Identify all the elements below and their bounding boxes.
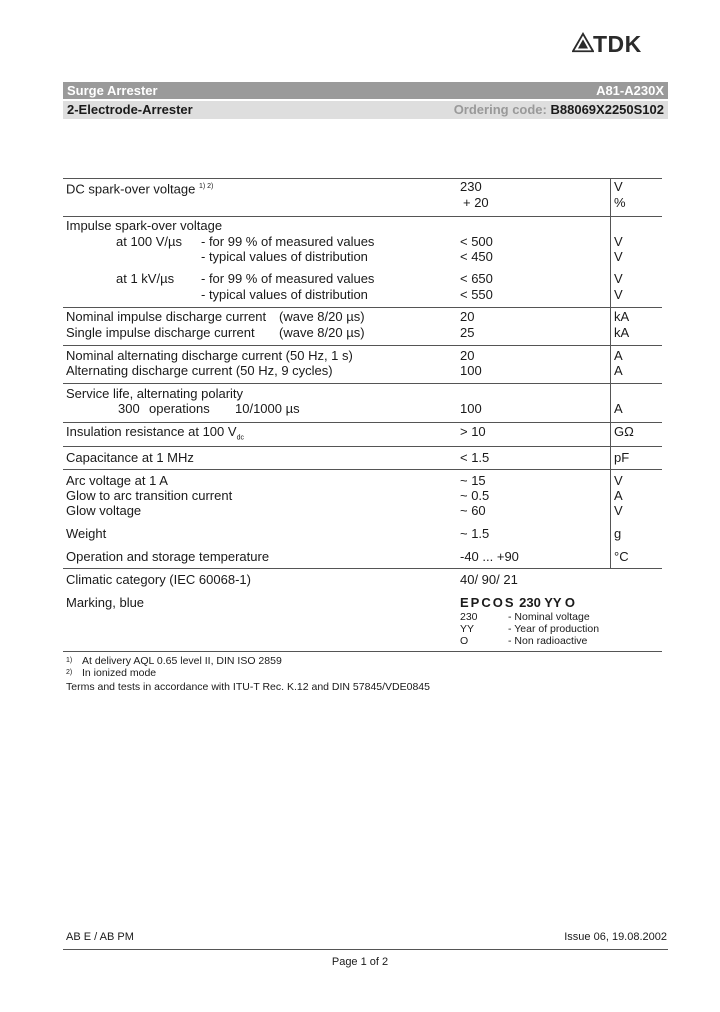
unit-column-rule	[610, 178, 611, 568]
table-rule	[63, 651, 662, 652]
table-rule	[63, 216, 662, 217]
part-number: A81-A230X	[596, 83, 664, 98]
ordering-code	[454, 101, 664, 119]
footnote-1: $^{1)}$ At delivery AQL 0.65 level II, DIN ISO 2859	[66, 655, 282, 667]
tdk-triangle-icon	[572, 32, 594, 54]
table-rule	[63, 568, 662, 569]
table-rule	[63, 307, 662, 308]
table-rule	[63, 469, 662, 470]
terms-text: Terms and tests in accordance with ITU-T Rec. K.12 and DIN 57845/VDE0845	[66, 681, 430, 693]
footer-rule	[63, 949, 668, 950]
ordering-code-label: Ordering code:	[453, 102, 547, 117]
footer-issue: Issue 06, 19.08.2002	[564, 931, 667, 943]
ordering-code-value: B88069X2250S102	[550, 102, 664, 117]
table-rule	[63, 345, 662, 346]
subtitle-bar	[63, 101, 668, 119]
product-type: 2-Electrode-Arrester	[67, 102, 193, 117]
footer-department: AB E / AB PM	[66, 931, 134, 943]
product-category: Surge Arrester	[67, 83, 158, 98]
footnote-2: $^{2)}$ In ionized mode	[66, 667, 157, 679]
title-bar	[63, 82, 668, 99]
table-rule	[63, 422, 662, 423]
table-rule	[63, 383, 662, 384]
tdk-logo: TDK	[593, 31, 642, 57]
table-rule	[63, 446, 662, 447]
epcos-brand: EPCOS	[460, 595, 516, 610]
page-number: Page 1 of 2	[331, 956, 389, 968]
